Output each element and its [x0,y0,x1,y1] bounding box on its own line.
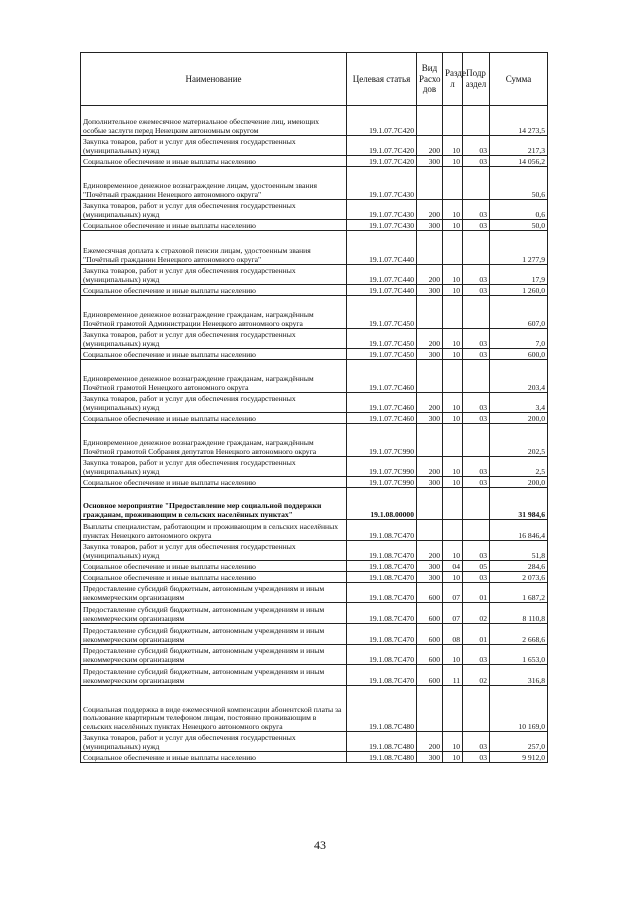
row-code-cell: 19.1.08.7С470 [347,520,417,541]
row-name-cell: Социальное обеспечение и иные выплаты населению [81,413,347,424]
row-code-cell: 19.1.07.7С460 [347,360,417,393]
row-sum-cell: 607,0 [490,296,548,329]
row-sum-cell: 2 668,6 [490,624,548,645]
row-podrazdel-cell: 03 [463,156,490,167]
row-razdel-cell: 10 [443,457,463,477]
row-podrazdel-cell [463,106,490,136]
row-podrazdel-cell [463,231,490,265]
row-vid-cell: 200 [417,136,443,156]
row-name-cell: Социальное обеспечение и иные выплаты населению [81,349,347,360]
table-row [81,220,548,231]
row-name-cell: Закупка товаров, работ и услуг для обеспечения государственных (муниципальных) нужд [81,265,347,285]
row-vid-cell [417,106,443,136]
row-sum-cell: 1 260,0 [490,285,548,296]
row-podrazdel-cell: 01 [463,583,490,603]
row-razdel-cell: 10 [443,732,463,752]
row-code-cell: 19.1.07.7С990 [347,424,417,457]
table-row [81,424,548,457]
row-name-cell: Закупка товаров, работ и услуг для обеспечения государственных (муниципальных) нужд [81,541,347,561]
row-sum-cell: 316,8 [490,665,548,686]
row-code-cell: 19.1.07.7С440 [347,265,417,285]
table-row [81,603,548,624]
table-row [81,349,548,360]
row-razdel-cell: 08 [443,624,463,645]
row-name-cell: Закупка товаров, работ и услуг для обеспечения государственных (муниципальных) нужд [81,732,347,752]
row-name-cell: Социальное обеспечение и иные выплаты населению [81,477,347,488]
row-code-cell: 19.1.07.7С420 [347,156,417,167]
row-razdel-cell: 07 [443,583,463,603]
row-sum-cell: 200,0 [490,413,548,424]
row-sum-cell: 50,0 [490,220,548,231]
row-sum-cell: 14 056,2 [490,156,548,167]
row-vid-cell: 200 [417,200,443,220]
budget-table [80,52,548,763]
table-row [81,561,548,572]
row-code-cell: 19.1.07.7С440 [347,231,417,265]
row-name-cell: Закупка товаров, работ и услуг для обеспечения государственных (муниципальных) нужд [81,200,347,220]
table-row [81,457,548,477]
row-razdel-cell: 10 [443,200,463,220]
table-row [81,413,548,424]
row-razdel-cell: 04 [443,561,463,572]
row-code-cell: 19.1.07.7С430 [347,220,417,231]
table-row [81,285,548,296]
row-name-cell: Социальное обеспечение и иные выплаты населению [81,285,347,296]
row-code-cell: 19.1.08.7С470 [347,561,417,572]
row-vid-cell [417,167,443,200]
row-code-cell: 19.1.07.7С420 [347,106,417,136]
row-vid-cell [417,686,443,732]
row-code-cell: 19.1.07.7С460 [347,393,417,413]
table-row [81,156,548,167]
row-name-cell: Ежемесячная доплата к страховой пенсии лицам, удостоенным звания "Почётный гражданин Ненецкого автономного округа" [81,231,347,265]
row-name-cell: Выплаты специалистам, работающим и проживающим в сельских населённых пунктах Ненецкого автономного округа [81,520,347,541]
row-vid-cell: 600 [417,603,443,624]
row-code-cell: 19.1.08.7С480 [347,732,417,752]
row-sum-cell: 0,6 [490,200,548,220]
row-vid-cell: 200 [417,393,443,413]
row-vid-cell: 300 [417,561,443,572]
row-razdel-cell [443,106,463,136]
row-razdel-cell: 10 [443,572,463,583]
row-sum-cell: 203,4 [490,360,548,393]
row-code-cell: 19.1.08.7С470 [347,583,417,603]
row-vid-cell: 300 [417,349,443,360]
table-row [81,732,548,752]
row-name-cell: Социальное обеспечение и иные выплаты населению [81,220,347,231]
row-sum-cell: 202,5 [490,424,548,457]
row-vid-cell [417,424,443,457]
table-header-row [81,53,548,106]
row-vid-cell: 300 [417,413,443,424]
table-row [81,752,548,763]
table-row [81,167,548,200]
table-row [81,477,548,488]
row-podrazdel-cell [463,360,490,393]
row-code-cell: 19.1.07.7С460 [347,413,417,424]
row-code-cell: 19.1.08.7С470 [347,603,417,624]
row-vid-cell [417,520,443,541]
row-podrazdel-cell: 03 [463,200,490,220]
row-code-cell: 19.1.08.7С470 [347,541,417,561]
table-row [81,488,548,520]
table-row [81,541,548,561]
col-header-podrazdel: Подр аздел [463,53,490,106]
row-sum-cell: 217,3 [490,136,548,156]
row-vid-cell: 300 [417,285,443,296]
row-sum-cell: 9 912,0 [490,752,548,763]
row-podrazdel-cell: 03 [463,572,490,583]
row-name-cell: Предоставление субсидий бюджетным, автономным учреждениям и иным некоммерческим организациям [81,583,347,603]
row-name-cell: Единовременное денежное вознаграждение лицам, удостоенным звания "Почётный гражданин Ненецкого автономного округа" [81,167,347,200]
row-razdel-cell: 10 [443,349,463,360]
row-razdel-cell [443,520,463,541]
row-podrazdel-cell: 02 [463,603,490,624]
table-row [81,296,548,329]
row-vid-cell: 600 [417,583,443,603]
table-row [81,329,548,349]
row-code-cell: 19.1.07.7С420 [347,136,417,156]
row-name-cell: Закупка товаров, работ и услуг для обеспечения государственных (муниципальных) нужд [81,329,347,349]
row-sum-cell: 1 653,0 [490,645,548,665]
row-podrazdel-cell: 02 [463,665,490,686]
row-sum-cell: 16 846,4 [490,520,548,541]
row-razdel-cell [443,424,463,457]
table-row [81,231,548,265]
row-vid-cell [417,296,443,329]
row-vid-cell: 200 [417,732,443,752]
row-razdel-cell [443,686,463,732]
row-podrazdel-cell: 03 [463,457,490,477]
row-sum-cell: 7,0 [490,329,548,349]
col-header-razdel: Разде л [443,53,463,106]
row-razdel-cell: 10 [443,265,463,285]
row-sum-cell: 1 687,2 [490,583,548,603]
col-header-sum: Сумма [490,53,548,106]
row-podrazdel-cell: 03 [463,349,490,360]
row-sum-cell: 8 110,8 [490,603,548,624]
row-code-cell: 19.1.08.7С470 [347,624,417,645]
table-row [81,106,548,136]
row-name-cell: Закупка товаров, работ и услуг для обеспечения государственных (муниципальных) нужд [81,393,347,413]
row-name-cell: Предоставление субсидий бюджетным, автономным учреждениям и иным некоммерческим организациям [81,645,347,665]
row-code-cell: 19.1.08.7С480 [347,686,417,732]
table-row [81,686,548,732]
row-vid-cell: 300 [417,752,443,763]
row-vid-cell [417,488,443,520]
row-name-cell: Единовременное денежное вознаграждение гражданам, награждённым Почётной грамотой Ненецкого автономного округа [81,360,347,393]
row-sum-cell: 51,8 [490,541,548,561]
row-razdel-cell: 10 [443,329,463,349]
row-razdel-cell: 11 [443,665,463,686]
row-sum-cell: 257,0 [490,732,548,752]
row-sum-cell: 1 277,9 [490,231,548,265]
row-code-cell: 19.1.07.7С990 [347,477,417,488]
row-code-cell: 19.1.07.7С440 [347,285,417,296]
row-podrazdel-cell: 03 [463,265,490,285]
row-podrazdel-cell: 03 [463,645,490,665]
row-podrazdel-cell: 03 [463,329,490,349]
row-podrazdel-cell: 03 [463,732,490,752]
row-podrazdel-cell [463,520,490,541]
row-name-cell: Основное мероприятие "Предоставление мер социальной поддержки гражданам, проживающим в сельских населённых пунктах" [81,488,347,520]
col-header-code: Целевая статья [347,53,417,106]
row-razdel-cell [443,488,463,520]
row-razdel-cell [443,296,463,329]
row-code-cell: 19.1.08.00000 [347,488,417,520]
row-sum-cell: 2 073,6 [490,572,548,583]
row-podrazdel-cell [463,424,490,457]
row-sum-cell: 17,9 [490,265,548,285]
row-vid-cell [417,360,443,393]
row-vid-cell: 600 [417,645,443,665]
row-podrazdel-cell: 05 [463,561,490,572]
table-row [81,624,548,645]
table-body [81,106,548,763]
row-razdel-cell: 10 [443,285,463,296]
row-name-cell: Закупка товаров, работ и услуг для обеспечения государственных (муниципальных) нужд [81,136,347,156]
row-name-cell: Социальное обеспечение и иные выплаты населению [81,561,347,572]
row-code-cell: 19.1.07.7С430 [347,200,417,220]
table-row [81,136,548,156]
row-podrazdel-cell: 01 [463,624,490,645]
table-row [81,520,548,541]
row-podrazdel-cell: 03 [463,220,490,231]
row-sum-cell: 284,6 [490,561,548,572]
row-razdel-cell [443,360,463,393]
row-code-cell: 19.1.07.7С990 [347,457,417,477]
row-razdel-cell: 10 [443,752,463,763]
row-name-cell: Предоставление субсидий бюджетным, автономным учреждениям и иным некоммерческим организациям [81,624,347,645]
row-vid-cell: 300 [417,572,443,583]
row-podrazdel-cell: 03 [463,541,490,561]
table-row [81,572,548,583]
row-razdel-cell: 10 [443,136,463,156]
row-sum-cell: 2,5 [490,457,548,477]
row-vid-cell: 300 [417,156,443,167]
row-sum-cell: 600,0 [490,349,548,360]
row-code-cell: 19.1.08.7С470 [347,645,417,665]
table-row [81,645,548,665]
row-code-cell: 19.1.07.7С450 [347,329,417,349]
row-name-cell: Единовременное денежное вознаграждение гражданам, награждённым Почётной грамотой Администрации Ненецкого автономного округа [81,296,347,329]
row-sum-cell: 50,6 [490,167,548,200]
row-sum-cell: 200,0 [490,477,548,488]
row-name-cell: Дополнительное ежемесячное материальное обеспечение лиц, имеющих особые заслуги перед Ненецким автономным округом [81,106,347,136]
row-code-cell: 19.1.08.7С470 [347,572,417,583]
row-podrazdel-cell: 03 [463,285,490,296]
row-sum-cell: 10 169,0 [490,686,548,732]
row-code-cell: 19.1.08.7С480 [347,752,417,763]
row-vid-cell: 600 [417,665,443,686]
row-name-cell: Предоставление субсидий бюджетным, автономным учреждениям и иным некоммерческим организациям [81,665,347,686]
row-razdel-cell: 10 [443,393,463,413]
row-podrazdel-cell: 03 [463,393,490,413]
row-vid-cell: 200 [417,541,443,561]
row-podrazdel-cell: 03 [463,752,490,763]
row-code-cell: 19.1.08.7С470 [347,665,417,686]
table-row [81,665,548,686]
row-podrazdel-cell [463,167,490,200]
row-name-cell: Социальное обеспечение и иные выплаты населению [81,572,347,583]
row-podrazdel-cell: 03 [463,413,490,424]
row-razdel-cell [443,231,463,265]
row-podrazdel-cell [463,488,490,520]
row-podrazdel-cell: 03 [463,477,490,488]
row-name-cell: Социальное обеспечение и иные выплаты населению [81,156,347,167]
row-name-cell: Закупка товаров, работ и услуг для обеспечения государственных (муниципальных) нужд [81,457,347,477]
table-row [81,583,548,603]
row-razdel-cell: 10 [443,477,463,488]
row-razdel-cell: 10 [443,220,463,231]
row-vid-cell: 200 [417,457,443,477]
row-name-cell: Социальная поддержка в виде ежемесячной компенсации абонентской платы за пользование квартирным телефоном лицам, постоянно проживающим в сельских населённых пунктах Ненецкого автономного округа [81,686,347,732]
row-sum-cell: 14 273,5 [490,106,548,136]
col-header-vid: Вид Расхо дов [417,53,443,106]
row-razdel-cell: 10 [443,645,463,665]
row-vid-cell: 300 [417,477,443,488]
row-code-cell: 19.1.07.7С450 [347,349,417,360]
row-vid-cell: 200 [417,265,443,285]
row-name-cell: Предоставление субсидий бюджетным, автономным учреждениям и иным некоммерческим организациям [81,603,347,624]
table-row [81,265,548,285]
col-header-name: Наименование [81,53,347,106]
table-row [81,200,548,220]
table-row [81,393,548,413]
row-code-cell: 19.1.07.7С450 [347,296,417,329]
row-razdel-cell: 10 [443,541,463,561]
row-razdel-cell: 10 [443,413,463,424]
row-code-cell: 19.1.07.7С430 [347,167,417,200]
row-podrazdel-cell [463,686,490,732]
row-podrazdel-cell [463,296,490,329]
row-vid-cell [417,231,443,265]
row-sum-cell: 31 984,6 [490,488,548,520]
row-razdel-cell [443,167,463,200]
row-podrazdel-cell: 03 [463,136,490,156]
row-name-cell: Социальное обеспечение и иные выплаты населению [81,752,347,763]
row-vid-cell: 300 [417,220,443,231]
row-sum-cell: 3,4 [490,393,548,413]
page-number: 43 [314,838,326,852]
row-name-cell: Единовременное денежное вознаграждение гражданам, награждённым Почётной грамотой Собрания депутатов Ненецкого автономного округа [81,424,347,457]
table-row [81,360,548,393]
row-vid-cell: 600 [417,624,443,645]
row-vid-cell: 200 [417,329,443,349]
row-razdel-cell: 10 [443,156,463,167]
row-razdel-cell: 07 [443,603,463,624]
